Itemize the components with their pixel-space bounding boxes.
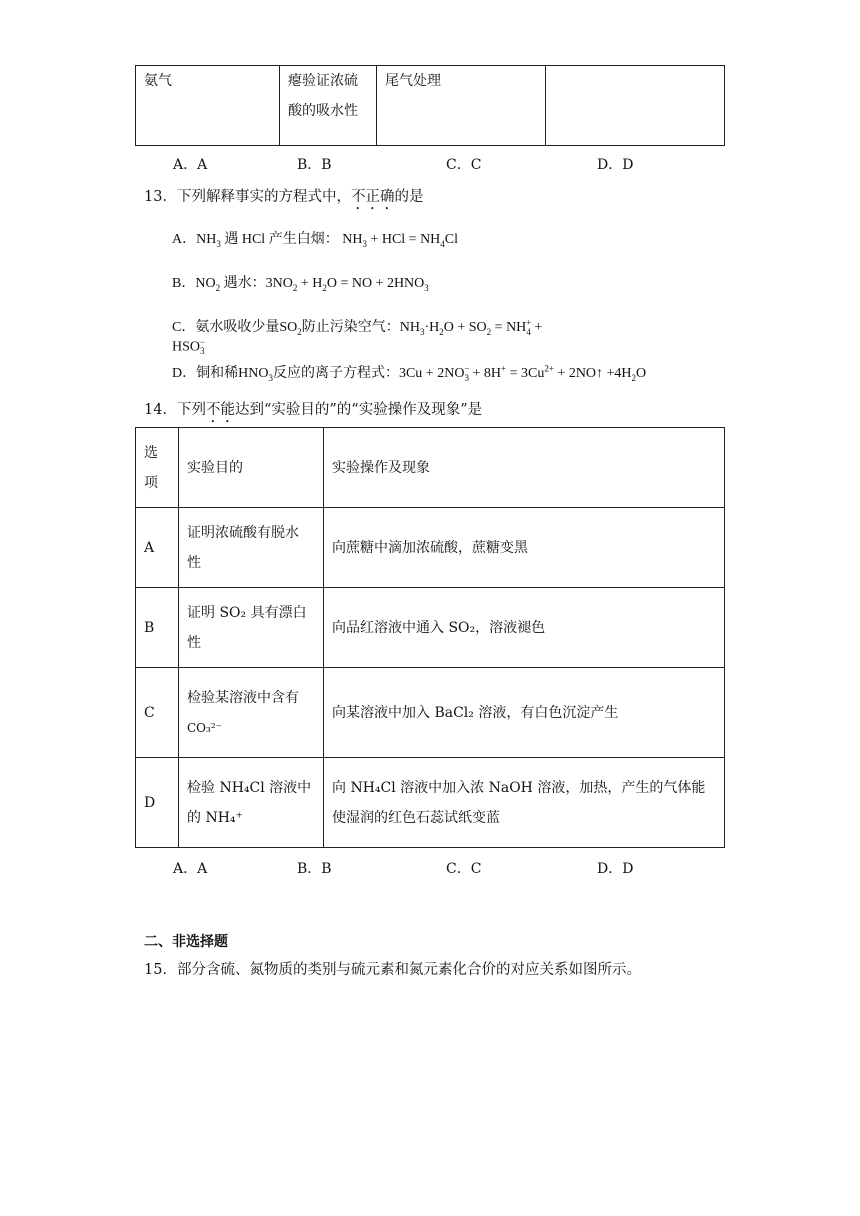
answer-c: C．C [446,157,482,173]
q13-option-b: B．$NO_2$ 遇水：$3NO_2 + H_2O$ = NO + $2HNO_3$ [172,276,429,293]
q14-table [135,427,725,848]
question-14: 14．下列不能达到“实验目的”的“实验操作及现象”是 [144,402,483,418]
answer-b: B．B [297,861,332,877]
table-row [136,758,725,848]
q12-cell-2-line1: 瘪验证浓硫 [288,73,358,89]
q14-row-d-option: D [136,758,179,848]
answer-d: D．D [597,157,634,173]
answer-d: D．D [597,861,634,877]
q14-header-goal: 实验目的 [179,428,324,508]
q14-row-a-option: A [136,508,179,588]
q12-table [135,65,725,146]
q14-row-d-operation: 向 NH₄Cl 溶液中加入浓 NaOH 溶液，加热，产生的气体能 使湿润的红色石蕊试纸变蓝 [324,758,725,848]
table-row [136,668,725,758]
question-15: 15．部分含硫、氮物质的类别与硫元素和氮元素化合价的对应关系如图所示。 [144,962,641,978]
q14-row-b-goal: 证明 SO₂ 具有漂白 性 [179,588,324,668]
q12-cell-2 [280,66,377,146]
q12-cell-1: 氨气 [136,66,280,146]
q14-row-a-goal: 证明浓硫酸有脱水 性 [179,508,324,588]
q14-row-b-option: B [136,588,179,668]
q14-header-operation: 实验操作及现象 [324,428,725,508]
section-heading: 二、非选择题 [144,934,228,950]
q13-option-d: D．铜和稀$HNO_3$反应的离子方程式：$3Cu + 2NO^-_3 + 8H^+ = 3Cu^{2+}$ + 2NO↑ $+4H_2O$ [172,363,647,383]
answer-b: B．B [297,157,332,173]
answer-a: A．A [173,157,208,173]
q14-header-option: 选 项 [136,428,179,508]
q14-row-b-operation: 向品红溶液中通入 SO₂，溶液褪色 [324,588,725,668]
question-13: 13．下列解释事实的方程式中，不正确的是 [144,189,424,205]
q12-cell-4 [546,66,725,146]
q12-cell-3: 尾气处理 [377,66,546,146]
q13-option-a: A．$NH_3$ 遇 HCl 产生白烟： $NH_3$ + HCl = $NH_4Cl$ [172,232,459,249]
table-row [136,588,725,668]
q14-row-c-option: C [136,668,179,758]
q14-row-c-goal: 检验某溶液中含有 CO₃²⁻ [179,668,324,758]
q14-row-a-operation: 向蔗糖中滴加浓硫酸，蔗糖变黑 [324,508,725,588]
q14-row-c-operation: 向某溶液中加入 BaCl₂ 溶液，有白色沉淀产生 [324,668,725,758]
answer-a: A．A [173,861,208,877]
table-row [136,508,725,588]
q14-row-d-goal: 检验 NH₄Cl 溶液中 的 NH₄⁺ [179,758,324,848]
answer-c: C．C [446,861,482,877]
q12-cell-2-line2: 酸的吸水性 [288,103,358,119]
q13-option-c: C．氨水吸收少量$SO_2$防止污染空气：$NH_3\cdot H_2O + SO_2 = NH^+_4 + HSO^-_3$ [172,317,543,357]
